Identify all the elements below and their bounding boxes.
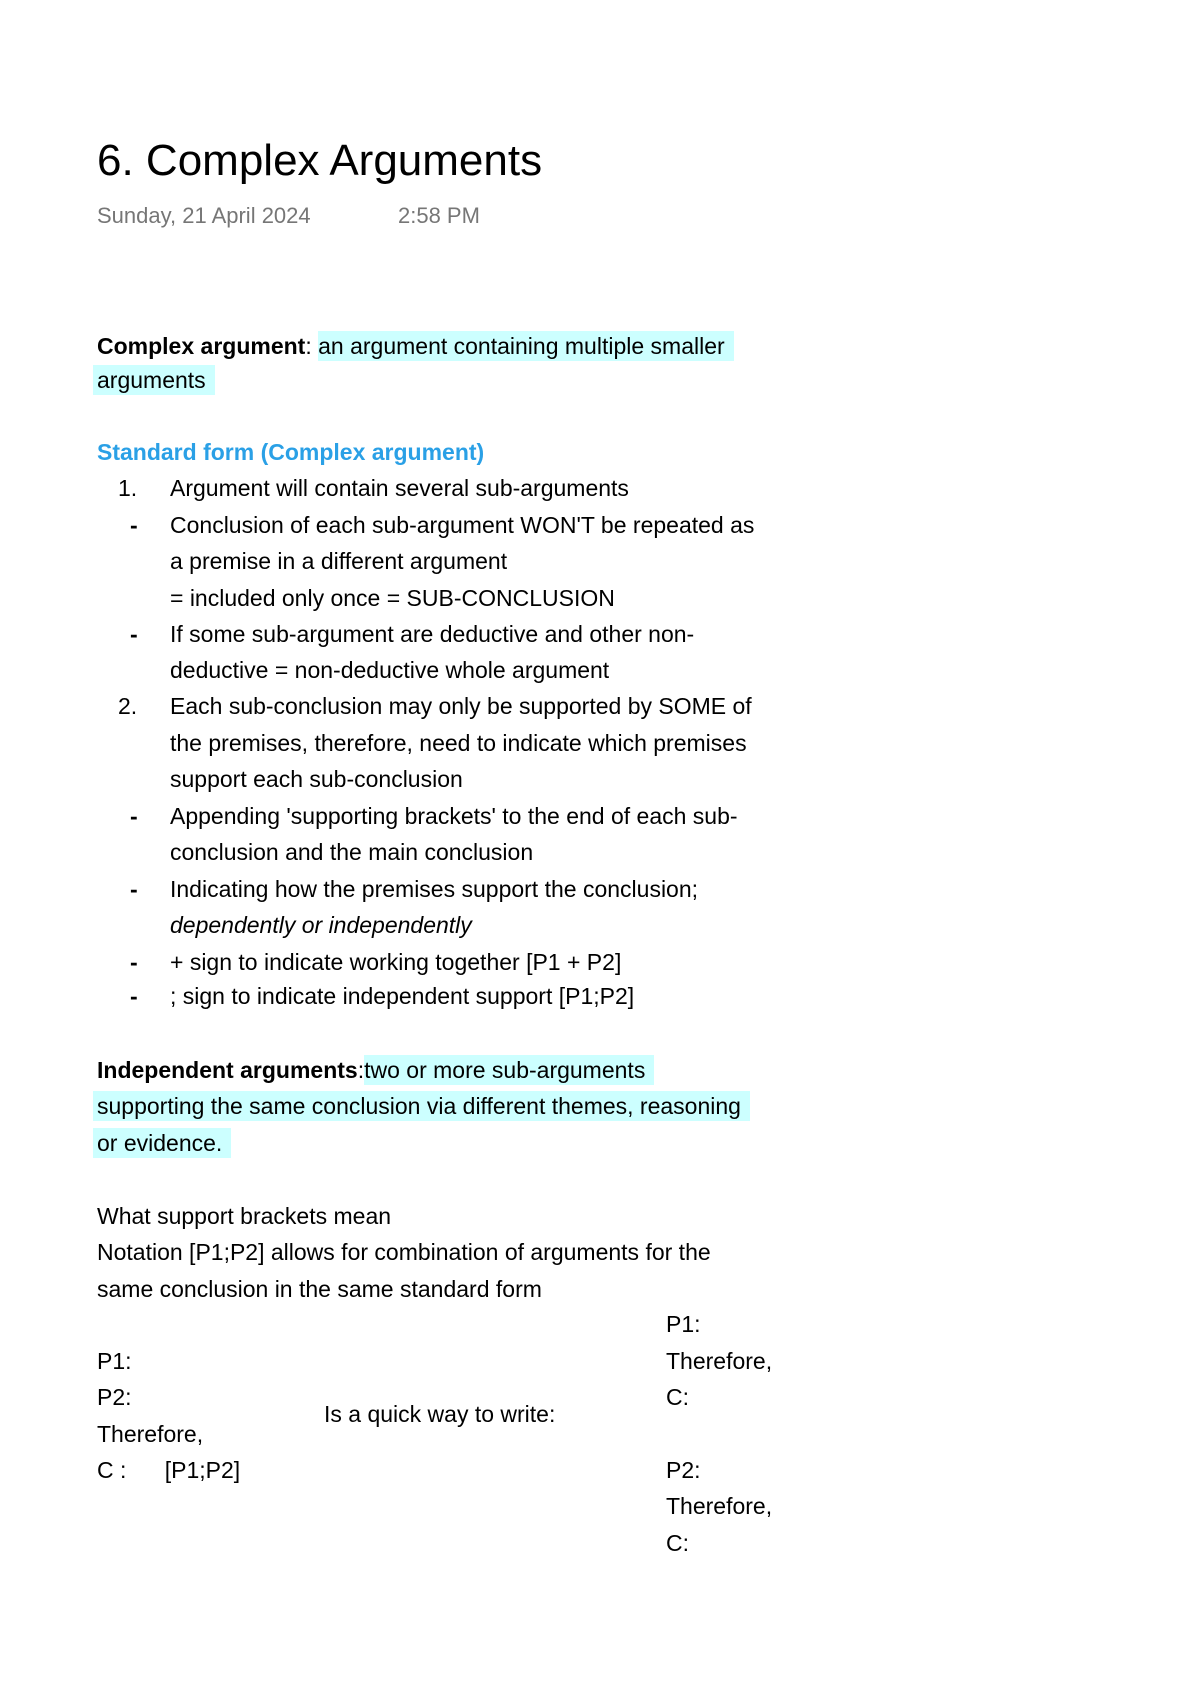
brackets-heading: What support brackets mean [97, 1203, 392, 1229]
bullet-2-line-2: deductive = non-deductive whole argument [170, 657, 610, 683]
bullet-dash: - [130, 876, 138, 902]
independent-def-line-2 [97, 1090, 750, 1123]
complex-def-line-1: Complex argument: an argument containing multiple smaller [97, 330, 734, 363]
example-right-line: P2: [666, 1457, 701, 1483]
complex-def-highlight-2: arguments [93, 365, 215, 395]
list-item-2-line-1: Each sub-conclusion may only be supported by SOME of [170, 693, 752, 719]
example-middle-text: Is a quick way to write: [324, 1401, 556, 1427]
bullet-6: ; sign to indicate independent support [P1;P2] [170, 983, 635, 1009]
list-number-2: 2. [118, 693, 138, 719]
independent-def-highlight-3: or evidence. [93, 1128, 231, 1158]
bullet-1-line-2: a premise in a different argument [170, 548, 508, 574]
example-right-line: P1: [666, 1311, 701, 1337]
page-time: 2:58 PM [398, 203, 480, 228]
page-title: 6. Complex Arguments [97, 136, 543, 185]
standard-form-heading: Standard form (Complex argument) [97, 439, 485, 465]
independent-def-term: Independent arguments [97, 1057, 358, 1083]
independent-def-highlight-2: supporting the same conclusion via different themes, reasoning [93, 1091, 750, 1121]
bullet-dash: - [130, 983, 138, 1009]
example-right-line: C: [666, 1530, 689, 1556]
example-right-line: C: [666, 1384, 689, 1410]
independent-def-line-1: Independent arguments:two or more sub-arguments [97, 1054, 654, 1087]
bullet-1-line-3: = included only once = SUB-CONCLUSION [170, 585, 615, 611]
bullet-3-line-1: Appending 'supporting brackets' to the end of each sub- [170, 803, 738, 829]
brackets-line-1: Notation [P1;P2] allows for combination of arguments for the [97, 1239, 711, 1265]
page-date: Sunday, 21 April 2024 [97, 203, 311, 228]
bullet-5: + sign to indicate working together [P1 + P2] [170, 949, 622, 975]
independent-def-line-3 [97, 1127, 231, 1160]
brackets-line-2: same conclusion in the same standard form [97, 1276, 542, 1302]
complex-def-term: Complex argument [97, 333, 306, 359]
bullet-3-line-2: conclusion and the main conclusion [170, 839, 534, 865]
example-left-line: P2: [97, 1384, 132, 1410]
bullet-1-line-1: Conclusion of each sub-argument WON'T be repeated as [170, 512, 755, 538]
list-item-2-line-2: the premises, therefore, need to indicate which premises [170, 730, 747, 756]
independent-def-highlight-1: two or more sub-arguments [364, 1055, 654, 1085]
example-left-line: P1: [97, 1348, 132, 1374]
list-number-1: 1. [118, 475, 138, 501]
bullet-4-line-2: dependently or independently [170, 912, 472, 938]
bullet-2-line-1: If some sub-argument are deductive and other non- [170, 621, 695, 647]
list-item-1: Argument will contain several sub-arguments [170, 475, 629, 501]
bullet-dash: - [130, 949, 138, 975]
complex-def-highlight-1: an argument containing multiple smaller [318, 331, 734, 361]
example-left-line: C : [P1;P2] [97, 1457, 241, 1483]
example-right-line: Therefore, [666, 1348, 773, 1374]
bullet-dash: - [130, 512, 138, 538]
list-item-2-line-3: support each sub-conclusion [170, 766, 463, 792]
bullet-dash: - [130, 803, 138, 829]
bullet-dash: - [130, 621, 138, 647]
bullet-4-line-1: Indicating how the premises support the conclusion; [170, 876, 699, 902]
complex-def-line-2 [97, 364, 215, 397]
example-right-line: Therefore, [666, 1493, 773, 1519]
example-left-line: Therefore, [97, 1421, 204, 1447]
